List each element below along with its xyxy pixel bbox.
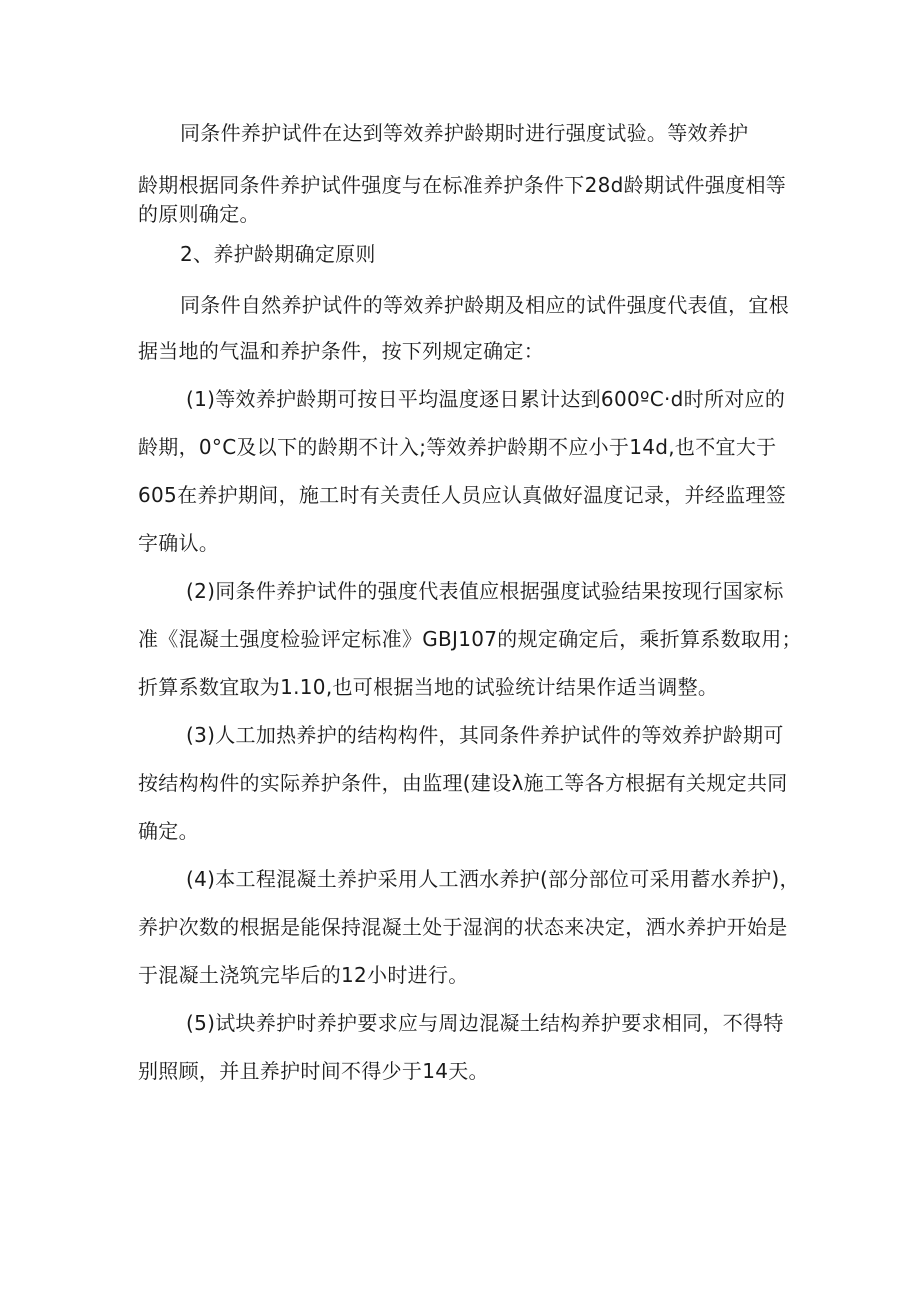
paragraph-line: 确定。 — [138, 819, 199, 843]
paragraph-line: 养护次数的根据是能保持混凝土处于湿润的状态来决定，洒水养护开始是 — [138, 915, 788, 939]
paragraph-line: (5)试块养护时养护要求应与周边混凝土结构养护要求相同，不得特 — [186, 1011, 784, 1035]
section-heading: 2、养护龄期确定原则 — [180, 242, 376, 266]
paragraph-line: 同条件养护试件在达到等效养护龄期时进行强度试验。等效养护 — [180, 121, 749, 145]
paragraph-line: (4)本工程混凝土养护采用人工洒水养护(部分部位可采用蓄水养护)， — [186, 867, 800, 891]
paragraph-line: 折算系数宜取为1.10,也可根据当地的试验统计结果作适当调整。 — [138, 675, 719, 699]
paragraph-line: 龄期根据同条件养护试件强度与在标准养护条件下28d龄期试件强度相等 — [138, 173, 787, 197]
paragraph-line: 别照顾，并且养护时间不得少于14天。 — [138, 1059, 489, 1083]
paragraph-line: 据当地的气温和养护条件，按下列规定确定： — [138, 339, 544, 363]
paragraph-line: (3)人工加热养护的结构构件，其同条件养护试件的等效养护龄期可 — [186, 723, 784, 747]
paragraph-line: 的原则确定。 — [138, 202, 260, 226]
paragraph-line: 字确认。 — [138, 531, 220, 555]
paragraph-line: 605在养护期间，施工时有关责任人员应认真做好温度记录，并经监理签 — [138, 483, 787, 507]
paragraph-line: 龄期，0°C及以下的龄期不计入;等效养护龄期不应小于14d,也不宜大于 — [138, 435, 777, 459]
paragraph-line: 于混凝土浇筑完毕后的12小时进行。 — [138, 963, 469, 987]
paragraph-line: 按结构构件的实际养护条件，由监理(建设λ施工等各方根据有关规定共同 — [138, 771, 788, 795]
paragraph-line: (2)同条件养护试件的强度代表值应根据强度试验结果按现行国家标 — [186, 579, 784, 603]
paragraph-line: (1)等效养护龄期可按日平均温度逐日累计达到600ºC·d时所对应的 — [186, 387, 786, 411]
paragraph-line: 准《混凝土强度检验评定标准》GBJ107的规定确定后，乘折算系数取用； — [138, 627, 802, 651]
paragraph-line: 同条件自然养护试件的等效养护龄期及相应的试件强度代表值，宜根 — [180, 293, 789, 317]
